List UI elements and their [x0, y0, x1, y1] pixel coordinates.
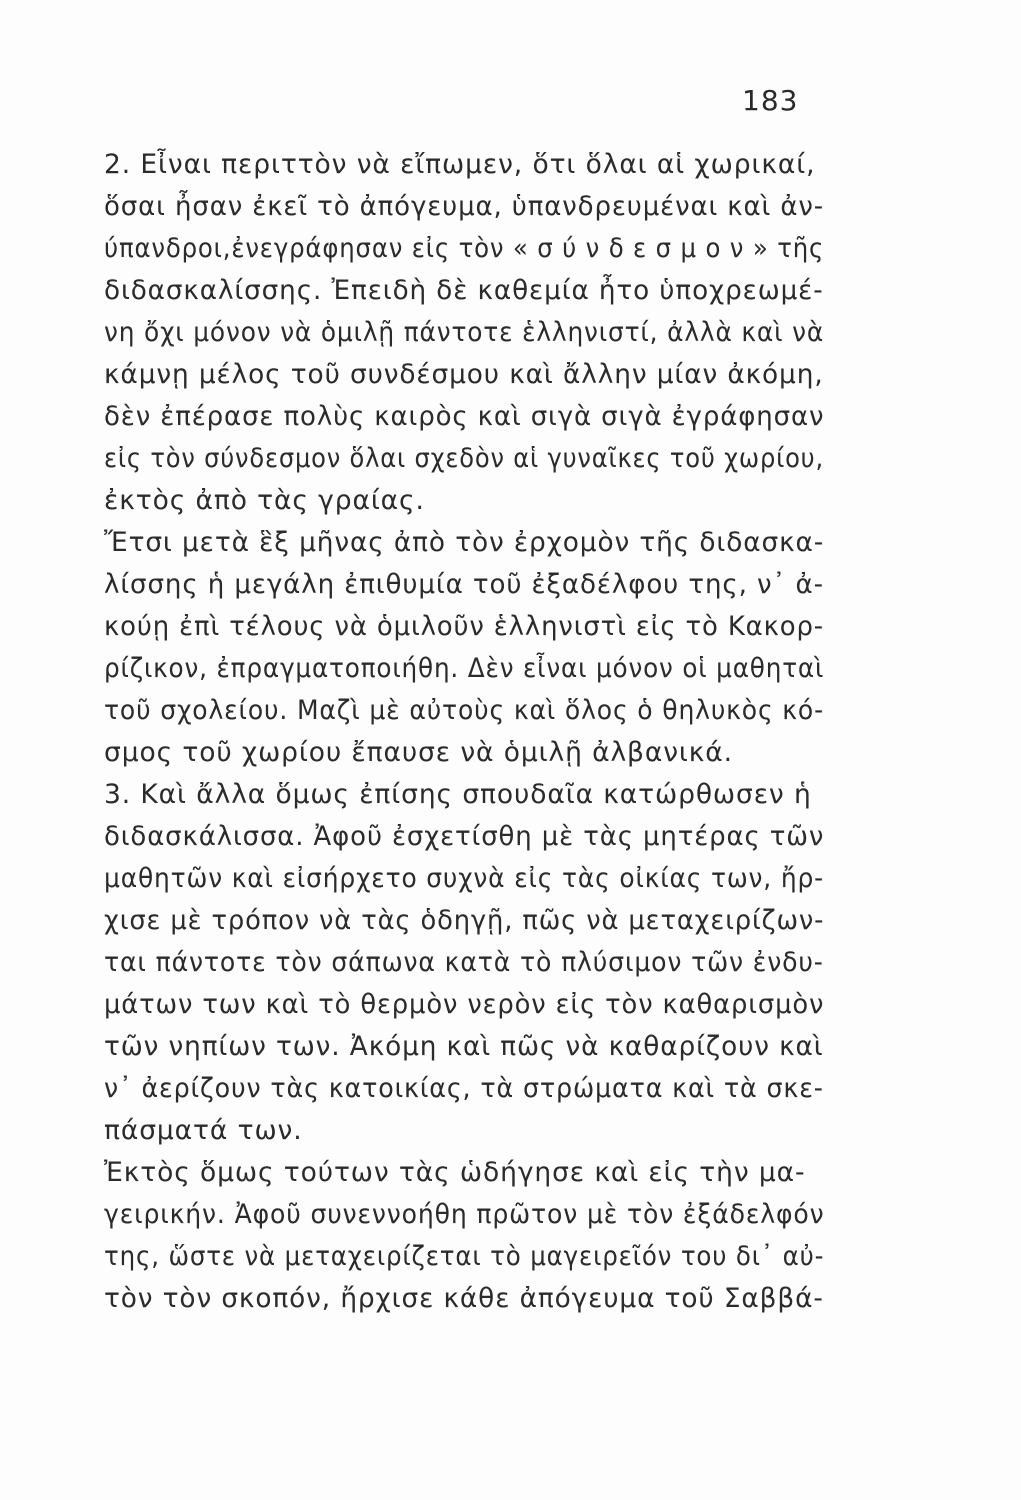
text-line: μάτων των καὶ τὸ θερμὸν νερὸν εἰς τὸν καθαρισμὸν: [104, 989, 825, 1020]
text-line: Ἐκτὸς ὅμως τούτων τὰς ὡδήγησε καὶ εἰς τὴν μα-: [104, 1157, 806, 1188]
text-line: διδασκάλισσα. Ἀφοῦ ἐσχετίσθη μὲ τὰς μητέρας τῶν: [104, 821, 825, 852]
text-line: διδασκαλίσσης. Ἐπειδὴ δὲ καθεμία ἦτο ὑποχρεωμέ-: [104, 275, 824, 306]
text-line: ἐκτὸς ἀπὸ τὰς γραίας.: [104, 485, 425, 516]
text-line: ται πάντοτε τὸν σάπωνα κατὰ τὸ πλύσιμον τῶν ἐνδυ-: [104, 947, 824, 978]
text-line: νη ὄχι μόνον νὰ ὁμιλῇ πάντοτε ἑλληνιστί, ἀλλὰ καὶ νὰ: [104, 317, 825, 348]
text-line: ν᾿ ἀερίζουν τὰς κατοικίας, τὰ στρώματα καὶ τὰ σκε-: [104, 1073, 824, 1104]
text-line: τοῦ σχολείου. Μαζὶ μὲ αὐτοὺς καὶ ὅλος ὁ θηλυκὸς κό-: [104, 695, 824, 726]
text-line: εἰς τὸν σύνδεσμον ὅλαι σχεδὸν αἱ γυναῖκες τοῦ χωρίου,: [104, 443, 824, 474]
text-line: δὲν ἐπέρασε πολὺς καιρὸς καὶ σιγὰ σιγὰ ἐγράφησαν: [104, 401, 825, 432]
text-line: κούῃ ἐπὶ τέλους νὰ ὁμιλοῦν ἑλληνιστὶ εἰς τὸ Κακορ-: [104, 611, 825, 642]
text-line: τῶν νηπίων των. Ἀκόμη καὶ πῶς νὰ καθαρίζουν καὶ: [104, 1031, 824, 1062]
text-line: ύπανδροι,ἐνεγράφησαν εἰς τὸν « σ ύ ν δ ε σ μ ο ν » τῆς: [104, 233, 825, 264]
text-line: λίσσης ἡ μεγάλη ἐπιθυμία τοῦ ἐξαδέλφου της, ν᾿ ἀ-: [104, 569, 824, 600]
text-line: 3. Καὶ ἄλλα ὅμως ἐπίσης σπουδαῖα κατώρθωσεν ἡ: [104, 779, 812, 810]
page-number: 183: [742, 84, 799, 117]
text-line: ρίζικον, ἐπραγματοποιήθη. Δὲν εἶναι μόνον οἱ μαθηταὶ: [104, 653, 825, 684]
text-line: σμος τοῦ χωρίου ἔπαυσε νὰ ὁμιλῇ ἀλβανικά.: [104, 737, 733, 768]
text-line: πάσματά των.: [104, 1115, 303, 1146]
text-line: κάμνῃ μέλος τοῦ συνδέσμου καὶ ἄλλην μίαν ἀκόμη,: [104, 359, 824, 390]
text-line: της, ὥστε νὰ μεταχειρίζεται τὸ μαγειρεῖόν του δι᾿ αὐ-: [104, 1241, 825, 1272]
text-line: τὸν τὸν σκοπόν, ἤρχισε κάθε ἀπόγευμα τοῦ Σαββά-: [104, 1283, 824, 1314]
text-line: ὅσαι ἦσαν ἐκεῖ τὸ ἀπόγευμα, ὑπανδρευμέναι καὶ ἀν-: [104, 191, 825, 222]
text-line: χισε μὲ τρόπον νὰ τὰς ὁδηγῇ, πῶς νὰ μεταχειρίζων-: [104, 905, 825, 936]
text-line: 2. Εἶναι περιττὸν νὰ εἴπωμεν, ὅτι ὅλαι αἱ χωρικαί,: [104, 149, 816, 180]
text-line: γειρικήν. Ἀφοῦ συνεννοήθη πρῶτον μὲ τὸν ἐξάδελφόν: [104, 1199, 825, 1230]
text-line: Ἔτσι μετὰ ἓξ μῆνας ἀπὸ τὸν ἐρχομὸν τῆς διδασκα-: [104, 527, 825, 558]
text-line: μαθητῶν καὶ εἰσήρχετο συχνὰ εἰς τὰς οἰκίας των, ἤρ-: [104, 863, 824, 894]
